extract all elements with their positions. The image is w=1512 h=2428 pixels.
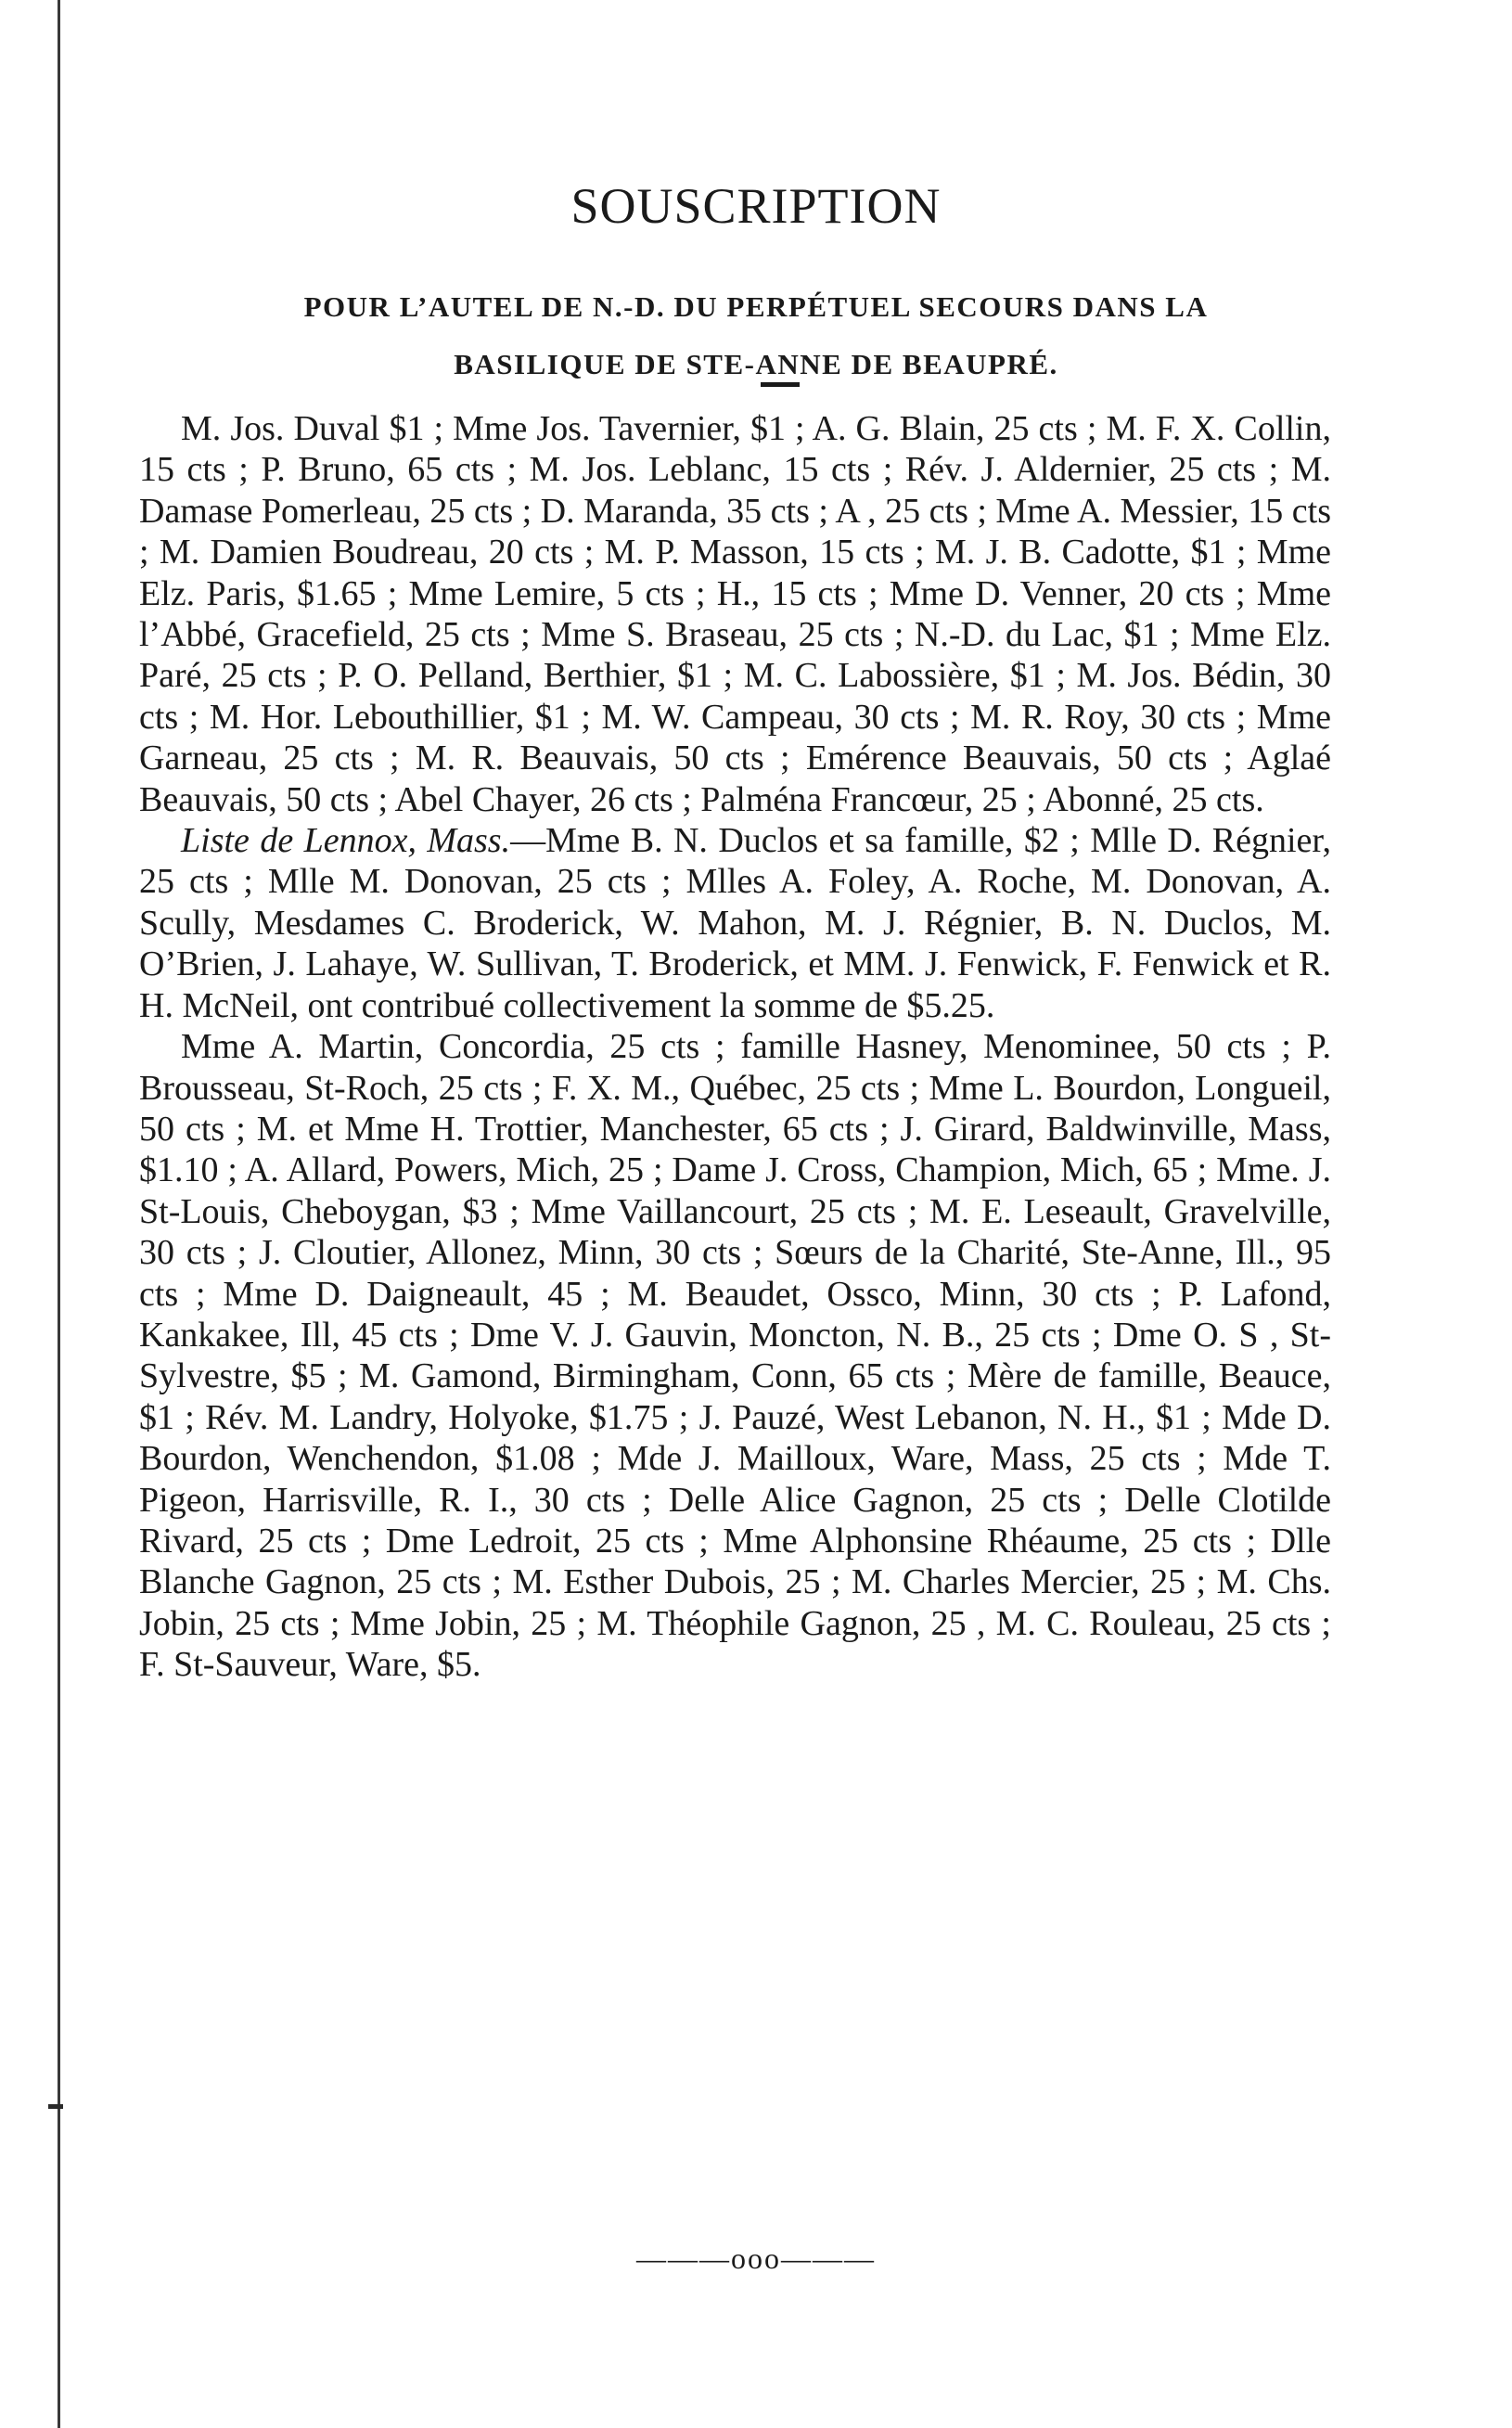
list-heading: Liste de Lennox, Mass. bbox=[181, 821, 511, 861]
paragraph-1: M. Jos. Duval $1 ; Mme Jos. Tavernier, $1 ; A. G. Blain, 25 cts ; M. F. X. Collin, 15 cts ; P. Bruno, 65 cts ; M. Jos. Leblanc, 15 cts ; Rév. J. Aldernier, 25 cts ; M. Damase Pomerleau, 25 cts ; D. Maranda, 35 cts ; A , 25 cts ; Mme A. Messier, 15 cts ; M. Damien Boudreau, 20 cts ; M. P. Masson, 15 cts ; M. J. B. Cadotte, $1 ; Mme Elz. Paris, $1.65 ; Mme Lemire, 5 cts ; H., 15 cts ; Mme D. Venner, 20 cts ; Mme l’Abbé, Gracefield, 25 cts ; Mme S. Braseau, 25 cts ; N.-D. du Lac, $1 ; Mme Elz. Paré, 25 cts ; P. O. Pelland, Berthier, $1 ; M. C. Labossière, $1 ; M. Jos. Bédin, 30 cts ; M. Hor. Lebouthillier, $1 ; M. W. Campeau, 30 cts ; M. R. Roy, 30 cts ; Mme Garneau, 25 cts ; M. R. Beauvais, 50 cts ; Emérence Beauvais, 50 cts ; Aglaé Beauvais, 50 cts ; Abel Chayer, 26 cts ; Palména Francœur, 25 ; Abonné, 25 cts. bbox=[139, 409, 1331, 819]
paragraph-2-text: —Mme B. N. Duclos et sa famille, $2 ; Mlle D. Régnier, 25 cts ; Mlle M. Donovan, 25 cts ; Mlles A. Foley, A. Roche, M. Donovan, A. Scully, Mesdames C. Broderick, W. Mahon, M. J. Régnier, B. N. Duclos, M. O’Brien, J. Lahaye, W. Sullivan, T. Broderick, et MM. J. Fenwick, F. Fenwick et R. H. McNeil, ont contribué collectivement la somme de $5.25. bbox=[139, 821, 1332, 1025]
subtitle-line-1: POUR L’AUTEL DE N.-D. DU PERPÉTUEL SECOURS DANS LA bbox=[303, 290, 1209, 323]
closing-ornament: ———ooo——— bbox=[636, 2242, 876, 2275]
paragraph-3: Mme A. Martin, Concordia, 25 cts ; famille Hasney, Menominee, 50 cts ; P. Brousseau, St-Roch, 25 cts ; F. X. M., Québec, 25 cts ; Mme L. Bourdon, Longueil, 50 cts ; M. et Mme H. Trottier, Manchester, 65 cts ; J. Girard, Baldwinville, Mass, $1.10 ; A. Allard, Powers, Mich, 25 ; Dame J. Cross, Champion, Mich, 65 ; Mme. J. St-Louis, Cheboygan, $3 ; Mme Vaillancourt, 25 cts ; M. E. Leseault, Gravelville, 30 cts ; J. Cloutier, Allonez, Minn, 30 cts ; Sœurs de la Charité, Ste-Anne, Ill., 95 cts ; Mme D. Daigneault, 45 ; M. Beaudet, Ossco, Minn, 30 cts ; P. Lafond, Kankakee, Ill, 45 cts ; Dme V. J. Gauvin, Moncton, N. B., 25 cts ; Dme O. S , St-Sylvestre, $5 ; M. Gamond, Birmingham, Conn, 65 cts ; Mère de famille, Beauce, $1 ; Rév. M. Landry, Holyoke, $1.75 ; J. Pauzé, West Lebanon, N. H., $1 ; Mde D. Bourdon, Wenchendon, $1.08 ; Mde J. Mailloux, Ware, Mass, 25 cts ; Mde T. Pigeon, Harrisville, R. I., 30 cts ; Delle Alice Gagnon, 25 cts ; Delle Clotilde Rivard, 25 cts ; Dme Ledroit, 25 cts ; Mme Alphonsine Rhéaume, 25 cts ; Dlle Blanche Gagnon, 25 cts ; M. Esther Dubois, 25 ; M. Charles Mercier, 25 ; M. Chs. Jobin, 25 cts ; Mme Jobin, 25 ; M. Théophile Gagnon, 25 , M. C. Rouleau, 25 cts ; F. St-Sauveur, Ware, $5. bbox=[139, 1027, 1331, 1685]
binding-margin-line bbox=[58, 0, 60, 2428]
subscription-list bbox=[139, 408, 1331, 1686]
page-subtitle bbox=[139, 278, 1373, 393]
page-title: SOUSCRIPTION bbox=[570, 178, 942, 234]
margin-mark bbox=[48, 2104, 63, 2109]
title-separator bbox=[761, 382, 800, 387]
subtitle-line-2: BASILIQUE DE STE-ANNE DE BEAUPRÉ. bbox=[454, 348, 1058, 380]
paragraph-2 bbox=[139, 820, 1331, 1026]
